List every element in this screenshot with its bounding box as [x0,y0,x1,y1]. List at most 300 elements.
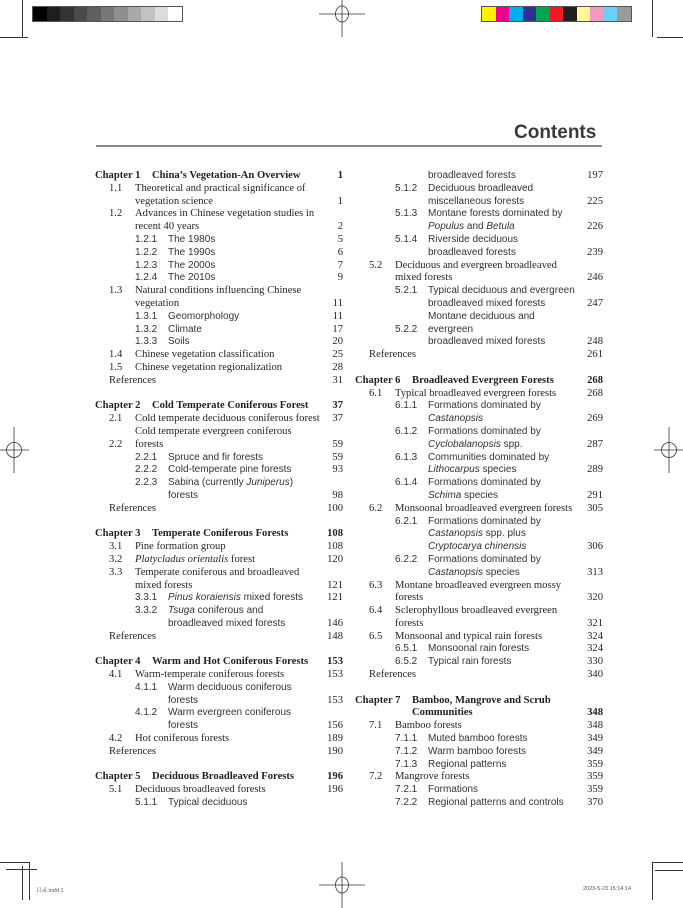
toc-subsection-entry-continuation[interactable] [355,464,603,477]
entry-title [168,592,321,605]
entry-title-text: Soils [168,336,190,348]
entry-page-number: 340 [587,669,603,681]
entry-number: 1.5 [109,361,123,373]
toc-subsection-entry-continuation[interactable] [355,196,603,209]
toc-subsection-entry[interactable] [95,260,343,273]
entry-title-text: Regional patterns and controls [428,797,564,809]
entry-title [168,452,321,465]
entry-number: 1.2.4 [135,272,158,284]
entry-title-text: forests [168,489,199,501]
toc-subsection-entry[interactable] [355,746,603,759]
entry-title-text: broadleaved forests [428,246,516,258]
entry-number: 6.2.1 [395,515,418,527]
entry-title-text: forests [395,592,424,604]
toc-section-entry[interactable] [95,669,343,682]
entry-title [395,260,581,273]
toc-subsection-entry[interactable] [355,516,603,529]
entry-page-number: 17 [332,323,343,335]
slug-filename: 目录.indd 1 [36,888,64,894]
entry-title [428,311,581,337]
entry-title-text: Formations dominated by [428,553,541,565]
entry-number: Chapter 2 [95,400,141,412]
entry-title-text: Riverside deciduous [428,233,519,245]
toc-subsection-entry[interactable] [355,643,603,656]
toc-subsection-entry[interactable] [95,707,343,720]
entry-title [412,375,581,388]
entry-title-text: Montane deciduous and evergreen [428,310,535,335]
entry-title-text: Climate [168,323,202,335]
toc-subsection-entry[interactable] [95,272,343,285]
toc-subsection-entry[interactable] [355,797,603,810]
toc-references-entry[interactable] [95,503,343,516]
registration-mark-left-icon [0,427,37,473]
toc-subsection-entry-continuation[interactable] [355,439,603,452]
entry-title-text: Typical deciduous and evergreen [428,285,575,297]
entry-title [428,490,581,503]
entry-title [168,260,321,273]
toc-subsection-entry[interactable] [355,477,603,490]
entry-title-text: Monsoonal broadleaved evergreen forests [395,502,573,514]
toc-section-entry[interactable] [355,503,603,516]
entry-title-italic: Castanopsis [428,528,484,540]
toc-subsection-entry[interactable] [355,759,603,772]
color-swatch [604,7,618,21]
entry-page-number: 287 [587,438,603,450]
toc-section-entry[interactable] [95,285,343,298]
toc-chapter-entry-continuation[interactable] [355,707,603,720]
toc-subsection-entry[interactable] [355,285,603,298]
entry-title [135,784,321,797]
toc-subsection-entry-continuation[interactable] [95,490,343,503]
toc-section-entry-continuation[interactable] [95,298,343,311]
toc-chapter-entry[interactable] [95,771,343,784]
entry-title [135,362,321,375]
entry-page-number: 59 [332,438,343,450]
toc-subsection-entry-continuation[interactable] [355,413,603,426]
entry-title-text: Advances in Chinese vegetation studies in [135,208,315,220]
toc-section-entry[interactable] [355,631,603,644]
entry-title [168,234,321,247]
entry-page-number: 291 [587,489,603,501]
toc-section-entry-continuation[interactable] [95,196,343,209]
entry-title-text: References [109,745,157,757]
toc-chapter-entry[interactable] [95,170,343,183]
entry-page-number: 348 [587,707,603,719]
entry-title [395,720,581,733]
entry-page-number: 248 [587,336,603,348]
toc-subsection-entry[interactable] [95,605,343,618]
color-swatch [482,7,496,21]
toc-section-entry-continuation[interactable] [355,618,603,631]
entry-title [369,669,581,682]
entry-number: 1.4 [109,349,123,361]
entry-number: 6.5.1 [395,643,418,655]
entry-title [168,720,321,733]
entry-title-text: Formations dominated by [428,477,541,489]
toc-section-entry[interactable] [95,541,343,554]
entry-page-number: 321 [587,617,603,629]
entry-title-italic: Platycladus orientalis [135,553,229,565]
entry-number: 5.1.1 [135,797,158,809]
entry-page-number: 37 [332,413,343,425]
toc-subsection-entry[interactable] [355,234,603,247]
toc-subsection-entry-continuation[interactable] [355,567,603,580]
color-calibration-bar [481,6,632,22]
toc-section-entry-continuation[interactable] [355,272,603,285]
entry-title [135,349,321,362]
toc-subsection-entry[interactable] [95,477,343,490]
entry-title [395,272,581,285]
gray-swatch [33,7,47,21]
toc-subsection-entry[interactable] [95,324,343,337]
entry-title [168,324,321,337]
entry-title [135,733,321,746]
entry-page-number: 11 [332,310,343,322]
toc-subsection-entry[interactable] [355,554,603,567]
entry-page-number: 359 [587,758,603,770]
toc-section-entry[interactable] [95,733,343,746]
entry-page-number: 146 [327,617,343,629]
entry-title-text: Bamboo, Mangrove and Scrub [412,694,551,706]
toc-section-entry-continuation[interactable] [95,221,343,234]
entry-page-number: 359 [587,771,603,783]
entry-number: 6.5 [369,630,383,642]
section-gap [95,516,343,529]
entry-title [428,170,581,183]
entry-title [428,541,581,554]
entry-title-italic: Cryptocarya chinensis [428,541,527,553]
entry-title [152,528,321,541]
entry-number: 1.1 [109,182,123,194]
entry-number: 6.1.1 [395,400,418,412]
toc-section-entry[interactable] [355,771,603,784]
toc-subsection-entry-continuation[interactable] [95,720,343,733]
toc-references-entry[interactable] [95,631,343,644]
toc-subsection-entry-continuation[interactable] [355,528,603,541]
entry-title [152,771,321,784]
toc-section-entry[interactable] [95,349,343,362]
entry-title-text: vegetation science [135,195,213,207]
entry-title-text: Warm deciduous coniferous [168,681,292,693]
toc-subsection-entry[interactable] [355,426,603,439]
toc-subsection-entry[interactable] [95,464,343,477]
entry-title-text: recent 40 years [135,221,200,233]
entry-title-italic: Pinus koraiensis [168,592,241,604]
entry-title-text: Sabina (currently [168,477,247,489]
entry-page-number: 2 [337,221,343,233]
entry-title [428,298,581,311]
entry-page-number: 370 [587,797,603,809]
toc-subsection-entry-continuation[interactable] [355,247,603,260]
entry-title-text: mixed forests [135,579,193,591]
gray-swatch [101,7,115,21]
entry-page-number: 156 [327,720,343,732]
toc-chapter-entry[interactable] [355,695,603,708]
toc-right-column [355,170,603,810]
entry-title [135,183,321,196]
toc-section-entry[interactable] [355,720,603,733]
color-swatch [536,7,550,21]
entry-page-number: 153 [327,694,343,706]
entry-title [135,554,321,567]
toc-chapter-entry[interactable] [95,400,343,413]
entry-page-number: 37 [332,400,343,412]
toc-references-entry[interactable] [95,746,343,759]
entry-title-text: species [479,464,517,476]
toc-subsection-entry-continuation[interactable] [355,541,603,554]
entry-title [369,349,581,362]
toc-subsection-entry[interactable] [355,400,603,413]
toc-section-entry-continuation[interactable] [95,580,343,593]
entry-page-number: 6 [337,246,343,258]
entry-title [395,580,581,593]
entry-page-number: 349 [587,745,603,757]
entry-number: 1.3.1 [135,310,158,322]
entry-title-text: Communities dominated by [428,451,550,463]
entry-number: Chapter 3 [95,528,141,540]
entry-title-text: Typical deciduous [168,797,248,809]
entry-page-number: 197 [587,170,603,181]
entry-title [135,426,321,452]
entry-page-number: 269 [587,413,603,425]
entry-title-text: broadleaved mixed forests [428,297,546,309]
entry-title-text: spp. plus [483,528,526,540]
toc-subsection-entry[interactable] [355,733,603,746]
entry-title [395,388,581,401]
toc-section-entry[interactable] [355,580,603,593]
entry-title [428,516,581,529]
entry-title-text: broadleaved mixed forests [428,336,546,348]
entry-title [428,784,581,797]
entry-page-number: 121 [327,579,343,591]
entry-title [395,592,581,605]
toc-section-entry[interactable] [95,567,343,580]
entry-title [168,336,321,349]
entry-title-text: broadleaved mixed forests [168,617,286,629]
entry-title-text: forests [168,694,199,706]
entry-page-number: 93 [332,464,343,476]
color-swatch [617,7,631,21]
entry-title [428,656,581,669]
toc-section-entry[interactable] [355,605,603,618]
entry-page-number: 226 [587,221,603,233]
entry-title-text: Formations dominated by [428,425,541,437]
entry-page-number: 121 [327,592,343,604]
toc-references-entry[interactable] [355,349,603,362]
toc-subsection-entry-continuation[interactable] [95,618,343,631]
entry-page-number: 324 [587,643,603,655]
entry-page-number: 31 [332,374,343,386]
entry-title-text: Broadleaved Evergreen Forests [412,374,554,386]
entry-number: 4.1.2 [135,707,158,719]
toc-section-entry[interactable] [95,183,343,196]
toc-subsection-entry[interactable] [95,682,343,695]
entry-title [395,605,581,618]
entry-title-text: Montane forests dominated by [428,208,563,220]
entry-page-number: 324 [587,630,603,642]
entry-title [168,695,321,708]
entry-title [168,618,321,631]
entry-page-number: 9 [337,272,343,284]
entry-page-number: 28 [332,361,343,373]
entry-title [168,797,321,810]
toc-section-entry-continuation[interactable] [355,592,603,605]
entry-title-text: Cold temperate evergreen coniferous forests [135,425,292,450]
registration-mark-right-icon [646,427,683,473]
entry-number: 7.2.2 [395,797,418,809]
entry-number: 7.2 [369,771,383,783]
toc-section-entry[interactable] [95,362,343,375]
toc-section-entry[interactable] [95,208,343,221]
toc-references-entry[interactable] [95,375,343,388]
entry-title-text: Formations dominated by [428,515,541,527]
entry-title-text: vegetation [135,297,180,309]
toc-subsection-entry[interactable] [355,208,603,221]
toc-subsection-entry[interactable] [355,784,603,797]
entry-title [152,170,321,183]
entry-title [152,400,321,413]
toc-section-entry[interactable] [95,554,343,567]
entry-title [109,503,321,516]
crop-mark-top-left-h [0,37,28,38]
toc-section-entry[interactable] [95,784,343,797]
entry-number: 6.2 [369,502,383,514]
entry-page-number: 268 [587,387,603,399]
section-gap [95,388,343,401]
toc-subsection-entry-continuation[interactable] [355,298,603,311]
entry-page-number: 108 [327,541,343,553]
entry-title [428,733,581,746]
color-swatch [550,7,564,21]
entry-number: 2.2.1 [135,451,158,463]
entry-title-italic: Cyclobalanopsis [428,438,501,450]
entry-number: 7.2.1 [395,784,418,796]
entry-number: Chapter 5 [95,771,141,783]
entry-title-text: China’s Vegetation-An Overview [152,170,301,181]
entry-number: 4.2 [109,733,123,745]
toc-subsection-entry[interactable] [95,452,343,465]
entry-title-text: Monsoonal and typical rain forests [395,630,543,642]
toc-subsection-entry-continuation[interactable] [95,695,343,708]
entry-number: 6.4 [369,605,383,617]
entry-title-text: Warm-temperate coniferous forests [135,669,285,681]
entry-title [135,580,321,593]
entry-title [135,285,321,298]
gray-swatch [155,7,169,21]
entry-title [428,759,581,772]
toc-subsection-entry[interactable] [355,656,603,669]
entry-title [428,464,581,477]
entry-number: 6.3 [369,579,383,591]
toc-subsection-entry[interactable] [95,592,343,605]
entry-page-number: 120 [327,553,343,565]
entry-page-number: 98 [332,489,343,501]
toc-subsection-entry[interactable] [95,797,343,810]
toc-subsection-entry[interactable] [95,336,343,349]
entry-title [395,631,581,644]
entry-page-number: 246 [587,272,603,284]
crop-mark-top-left-v [22,0,23,37]
entry-title [428,221,581,234]
entry-title-text: References [109,502,157,514]
entry-number: 1.3.3 [135,336,158,348]
toc-section-entry[interactable] [95,426,343,452]
toc-subsection-entry-continuation[interactable] [355,336,603,349]
entry-number: 1.2 [109,208,123,220]
entry-title-text: Temperate Coniferous Forests [152,528,289,540]
toc-section-entry[interactable] [355,388,603,401]
entry-number: 5.1.3 [395,208,418,220]
section-gap [355,362,603,375]
section-gap [95,759,343,772]
entry-title [428,285,581,298]
toc-subsection-entry[interactable] [95,234,343,247]
entry-title [135,567,321,580]
toc-chapter-entry[interactable] [355,375,603,388]
toc-subsection-entry-continuation[interactable] [355,490,603,503]
gray-swatch [47,7,61,21]
entry-number: 7.1 [369,720,383,732]
entry-page-number: 313 [587,566,603,578]
toc-section-entry[interactable] [95,413,343,426]
entry-title [109,746,321,759]
entry-title-text: Communities [412,707,473,719]
entry-title-text: Deciduous broadleaved forests [135,784,266,796]
toc-chapter-entry[interactable] [95,656,343,669]
entry-title-text: coniferous and [194,605,264,617]
entry-title-text: Natural conditions influencing Chinese [135,285,302,297]
entry-title [168,490,321,503]
entry-title [428,567,581,580]
entry-number: 6.5.2 [395,656,418,668]
entry-title-text: spp. [500,438,523,450]
entry-title [168,247,321,260]
entry-title [135,541,321,554]
entry-title [135,298,321,311]
entry-number: 6.1.3 [395,451,418,463]
entry-title [135,221,321,234]
toc-subsection-entry[interactable] [95,247,343,260]
entry-title [428,413,581,426]
toc-subsection-entry[interactable] [355,452,603,465]
toc-section-entry[interactable] [355,260,603,273]
toc-chapter-entry[interactable] [95,528,343,541]
toc-left-column [95,170,343,810]
entry-title-text: forests [395,617,424,629]
section-gap [355,682,603,695]
entry-title-text: References [109,374,157,386]
toc-subsection-entry[interactable] [95,311,343,324]
toc-subsection-entry[interactable] [355,311,603,337]
toc-references-entry[interactable] [355,669,603,682]
entry-page-number: 189 [327,733,343,745]
page-title: Contents [514,122,597,143]
entry-number: 3.3.2 [135,605,158,617]
entry-number: 3.2 [109,553,123,565]
entry-title-text: References [369,669,417,681]
entry-page-number: 7 [337,259,343,271]
entry-title [428,208,581,221]
toc-subsection-entry-continuation[interactable] [355,221,603,234]
entry-number: 2.2.3 [135,477,158,489]
entry-page-number: 20 [332,336,343,348]
toc-subsection-entry[interactable] [355,183,603,196]
toc-subsection-entry-continuation[interactable] [355,170,603,183]
entry-title-text: Pine formation group [135,541,226,553]
entry-page-number: 1 [337,170,343,181]
crop-mark-top-right-h [657,37,683,38]
entry-number: 5.1.4 [395,233,418,245]
